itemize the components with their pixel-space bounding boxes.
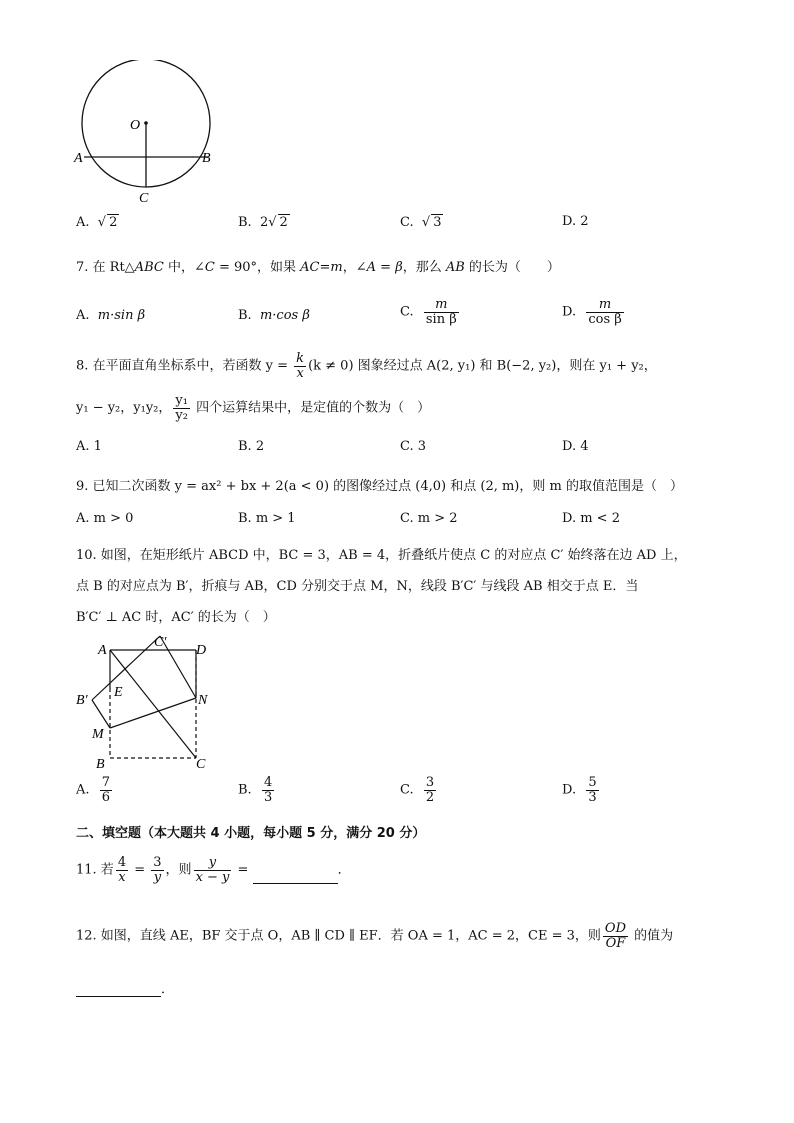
fig10-label-C: C (196, 757, 206, 772)
fig10-label-A: A (98, 643, 107, 658)
q10-option-d: D. $\frac{5}{3}$ (562, 775, 597, 805)
q12-answer-blank[interactable] (76, 996, 161, 997)
question-10-line3: B′C′ ⊥ AC 时，AC′ 的长为（ ） (76, 610, 276, 625)
q9-option-c: C. m > 2 (400, 511, 458, 526)
q9-option-b: B. m > 1 (238, 511, 296, 526)
q8-option-c: C. 3 (400, 439, 427, 454)
question-8-line1: 8. 在平面直角坐标系中，若函数 y = $\frac{k}{x}$ (k ≠ 0) 图象经过点 A(2, y₁) 和 B(−2, y₂)，则在 y₁ + y₂， (76, 351, 657, 381)
fig10-label-B: B (96, 757, 105, 772)
fig10-label-E: E (114, 685, 123, 700)
q10-option-c: C. $\frac{3}{2}$ (400, 775, 435, 805)
q6-option-a: A. √ 2 (76, 215, 118, 230)
label-B: B (202, 151, 211, 166)
q7-option-c: C. $\frac{m}{\text{sin β}}$ (400, 297, 457, 327)
q7-option-d: D. $\frac{m}{\text{cos β}}$ (562, 297, 622, 327)
q11-answer-blank[interactable] (253, 883, 338, 884)
fig10-label-C1: C′ (154, 635, 167, 650)
q7-option-a: A. m·sin β (76, 308, 146, 323)
question-12: 12. 如图，直线 AE，BF 交于点 O，AB ∥ CD ∥ EF．若 OA = 1，AC = 2，CE = 3，则 $\frac{OD}{OF}$ 的值为 (76, 921, 674, 951)
question-7: 7. 在 Rt△ABC 中，∠C = 90°，如果 AC=m，∠A = β，那么 AB 的长为（ ） (76, 260, 560, 275)
section-heading-fill-in: 二、填空题（本大题共 4 小题，每小题 5 分，满分 20 分） (76, 826, 426, 841)
q8-option-b: B. 2 (238, 439, 265, 454)
question-11: 11. 若 $\frac{4}{x}$ = $\frac{3}{y}$ ，则 $\frac{y}{x - y}$ = ． (76, 855, 351, 885)
q10-option-b: B. $\frac{4}{3}$ (238, 775, 273, 805)
q9-option-a: A. m > 0 (76, 511, 134, 526)
fig10-label-B1: B′ (76, 693, 88, 708)
question-8-line2: y₁ − y₂，y₁y₂， $\frac{\text{y₁}}{\text{y₂}}$ 四个运算结果中，是定值的个数为（ ） (76, 393, 431, 423)
q6-option-c: C. √ 3 (400, 215, 442, 230)
label-O: O (130, 118, 141, 133)
q9-option-d: D. m < 2 (562, 511, 620, 526)
q7-option-b: B. m·cos β (238, 308, 310, 323)
q6-option-d: D. 2 (562, 214, 589, 229)
question-12-answer: ． (76, 978, 174, 997)
label-C: C (139, 191, 149, 206)
circle-figure (70, 60, 230, 210)
fig10-label-N: N (198, 693, 208, 708)
question-10-line1: 10. 如图，在矩形纸片 ABCD 中，BC = 3，AB = 4，折叠纸片使点 C 的对应点 C′ 始终落在边 AD 上， (76, 548, 687, 563)
q8-option-d: D. 4 (562, 439, 589, 454)
label-A: A (74, 151, 83, 166)
folding-rectangle-figure (72, 632, 222, 772)
question-10-line2: 点 B 的对应点为 B′，折痕与 AB，CD 分别交于点 M，N，线段 B′C′ 与线段 AB 相交于点 E．当 (76, 579, 639, 594)
fig10-label-D: D (196, 643, 207, 658)
fig10-label-M: M (92, 727, 104, 742)
q6-option-b: B. 2√ 2 (238, 215, 288, 230)
q8-option-a: A. 1 (76, 439, 102, 454)
q10-option-a: A. $\frac{7}{6}$ (76, 775, 111, 805)
question-9: 9. 已知二次函数 y = ax² + bx + 2(a < 0) 的图像经过点 (4,0) 和点 (2, m)，则 m 的取值范围是（ ） (76, 479, 683, 494)
